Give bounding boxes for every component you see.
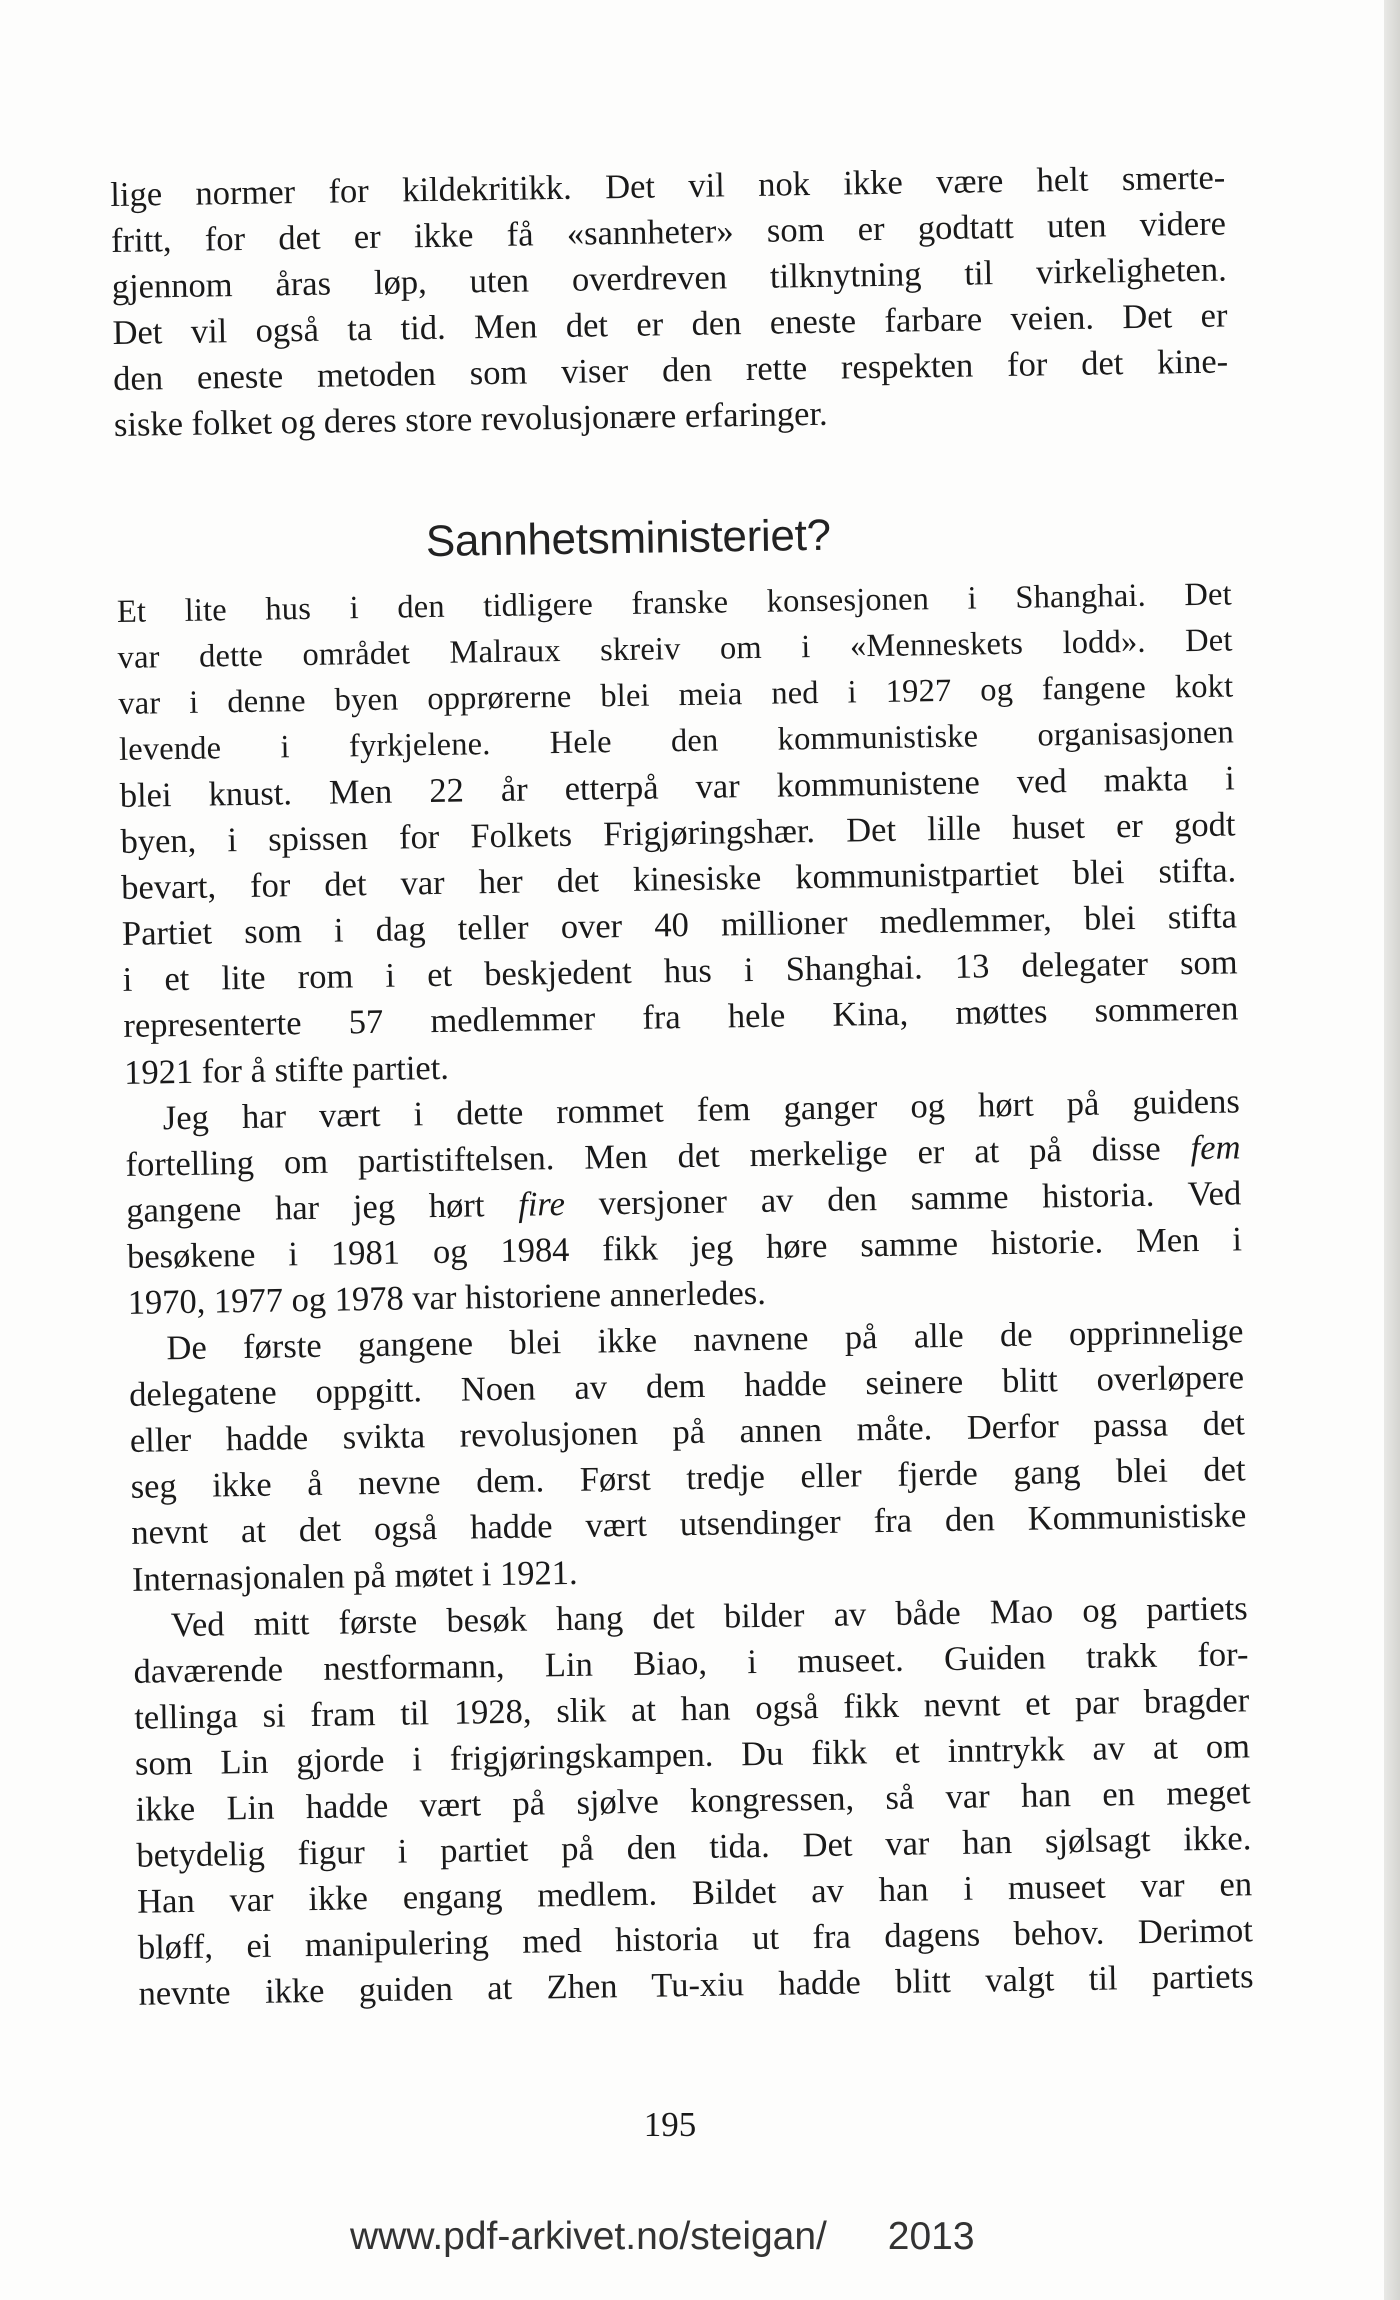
footer-year: 2013	[887, 2215, 975, 2258]
page-body	[110, 154, 1254, 2017]
text-line: var dette området Malraux skreiv om i «Menneskets lodd». Det	[117, 622, 1233, 676]
paragraph-4	[132, 1585, 1253, 2017]
text-span: fortelling om partistiftelsen. Men det merkelige er at på disse	[125, 1128, 1191, 1184]
text-line: levende i fyrkjelene. Hele den kommunistiske organisasjonen	[118, 714, 1235, 768]
intro-paragraph	[110, 154, 1229, 448]
text-line: siske folket og deres store revolusjonære erfaringer.	[113, 395, 828, 445]
footer-watermark	[350, 2215, 975, 2259]
text-line: De første gangene blei ikke navnene på alle de opprinnelige	[166, 1312, 1244, 1368]
text-line: tellinga si fram til 1928, slik at han også fikk nevnt et par bragder	[133, 1681, 1250, 1737]
text-line: nevnte ikke guiden at Zhen Tu-xiu hadde blitt valgt til partiets	[138, 1957, 1254, 2014]
footer-url: www.pdf-arkivet.no/steigan/	[350, 2215, 827, 2258]
text-line: gjennom åras løp, uten overdreven tilknytning til virkeligheten.	[111, 250, 1227, 307]
text-line: besøkene i 1981 og 1984 fikk jeg høre samme historie. Men i	[126, 1220, 1243, 1276]
paragraph-2	[125, 1078, 1243, 1326]
text-line: var i denne byen opprørerne blei meia ned i 1927 og fangene kokt	[118, 668, 1234, 722]
text-line: Et lite hus i den tidligere franske konsesjonen i Shanghai. Det	[116, 575, 1233, 630]
page-edge-shadow	[1384, 0, 1400, 2300]
text-line: Jeg har vært i dette rommet fem ganger og hørt på guidens	[162, 1081, 1241, 1137]
paragraph-3	[128, 1308, 1247, 1602]
text-line: daværende nestformann, Lin Biao, i museet. Guiden trakk for-	[133, 1635, 1249, 1691]
text-line: den eneste metoden som viser den rette respekten for det kine-	[112, 342, 1229, 399]
section-heading: Sannhetsministeriet?	[425, 510, 832, 566]
text-line: bevart, for det var her det kinesiske kommunistpartiet blei stifta.	[120, 851, 1237, 908]
text-line: som Lin gjorde i frigjøringskampen. Du fikk et inntrykk av at om	[134, 1727, 1251, 1783]
section-heading-row	[114, 431, 1231, 588]
emphasis-text: fem	[1190, 1128, 1241, 1167]
page-number: 195	[643, 2105, 697, 2144]
text-line: betydelig figur i partiet på den tida. Det var han sjølsagt ikke.	[136, 1819, 1252, 1875]
text-line: 1970, 1977 og 1978 var historiene annerledes.	[127, 1273, 767, 1322]
text-line: Ved mitt første besøk hang det bilder av både Mao og partiets	[170, 1588, 1248, 1644]
text-line: representerte 57 medlemmer fra hele Kina, møttes sommeren	[123, 989, 1239, 1046]
text-line: lige normer for kildekritikk. Det vil nok ikke være helt smerte-	[110, 158, 1226, 214]
text-line: bløff, ei manipulering med historia ut fra dagens behov. Derimot	[137, 1911, 1254, 1968]
text-line: blei knust. Men 22 år etterpå var kommunistene ved makta i	[119, 759, 1235, 815]
text-span: gangene har jeg hørt	[126, 1185, 519, 1230]
text-line: byen, i spissen for Folkets Frigjøringshær. Det lille huset er godt	[120, 805, 1236, 861]
text-line: Partiet som i dag teller over 40 millioner medlemmer, blei stifta	[121, 897, 1238, 954]
text-line: Han var ikke engang medlem. Bildet av han i museet var en	[136, 1865, 1253, 1921]
text-line: 1921 for å stifte partiet.	[123, 1048, 450, 1092]
text-line: fritt, for det er ikke få «sannheter» som er godtatt uten videre	[110, 204, 1227, 261]
paragraph-1	[117, 571, 1240, 1095]
text-line: eller hadde svikta revolusjonen på annen måte. Derfor passa det	[129, 1404, 1246, 1461]
text-line: delegatene oppgitt. Noen av dem hadde seinere blitt overløpere	[128, 1358, 1245, 1415]
text-line: nevnt at det også hadde vært utsendinger fra den Kommunistiske	[131, 1496, 1247, 1553]
text-line: ikke Lin hadde vært på sjølve kongressen, så var han en meget	[135, 1773, 1251, 1829]
text-line: seg ikke å nevne dem. Først tredje eller fjerde gang blei det	[130, 1450, 1246, 1507]
text-line: Internasjonalen på møtet i 1921.	[131, 1553, 578, 1599]
text-span: versjoner av den samme historia. Ved	[564, 1174, 1242, 1223]
text-line: Det vil også ta tid. Men det er den eneste farbare veien. Det er	[112, 296, 1228, 353]
text-line: i et lite rom i et beskjedent hus i Shanghai. 13 delegater som	[122, 943, 1238, 1000]
emphasis-text: fire	[517, 1184, 566, 1224]
